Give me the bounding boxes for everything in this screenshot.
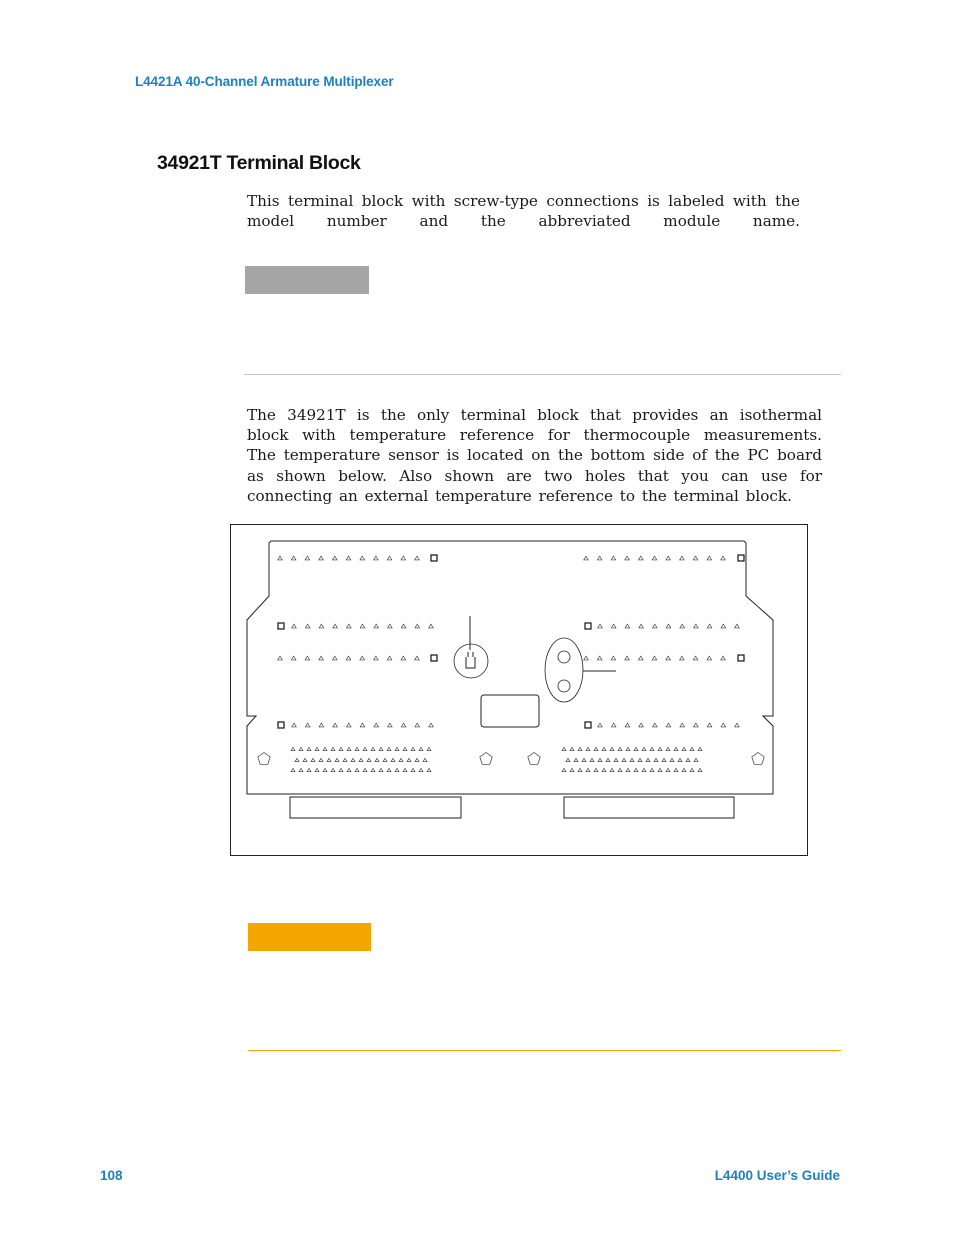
intro-paragraph: This terminal block with screw-type connections is labeled with the model number and the abbreviated module name. (247, 192, 800, 231)
body-line: connecting an external temperature reference to the terminal block. (247, 486, 792, 505)
body-paragraph (247, 405, 822, 506)
body-line: as shown below. Also shown are two holes that you can use for (247, 466, 822, 485)
figure-frame (231, 525, 808, 856)
caution-label-tab (248, 923, 371, 951)
terminal-block-figure (230, 524, 808, 856)
footer-guide-title: L4400 User’s Guide (714, 1168, 840, 1183)
terminal-block-drawing (230, 524, 808, 856)
running-header-title: L4421A 40-Channel Armature Multiplexer (135, 74, 394, 89)
body-line: The temperature sensor is located on the bottom side of the PC board (247, 446, 822, 465)
page-number: 108 (100, 1168, 123, 1183)
caution-divider (248, 1050, 841, 1051)
body-line: block with temperature reference for thermocouple measurements. (247, 426, 822, 445)
body-line: The 34921T is the only terminal block that provides an isothermal (247, 406, 822, 424)
note-divider (244, 374, 841, 375)
section-title: 34921T Terminal Block (157, 152, 361, 174)
note-label-tab (245, 266, 369, 294)
